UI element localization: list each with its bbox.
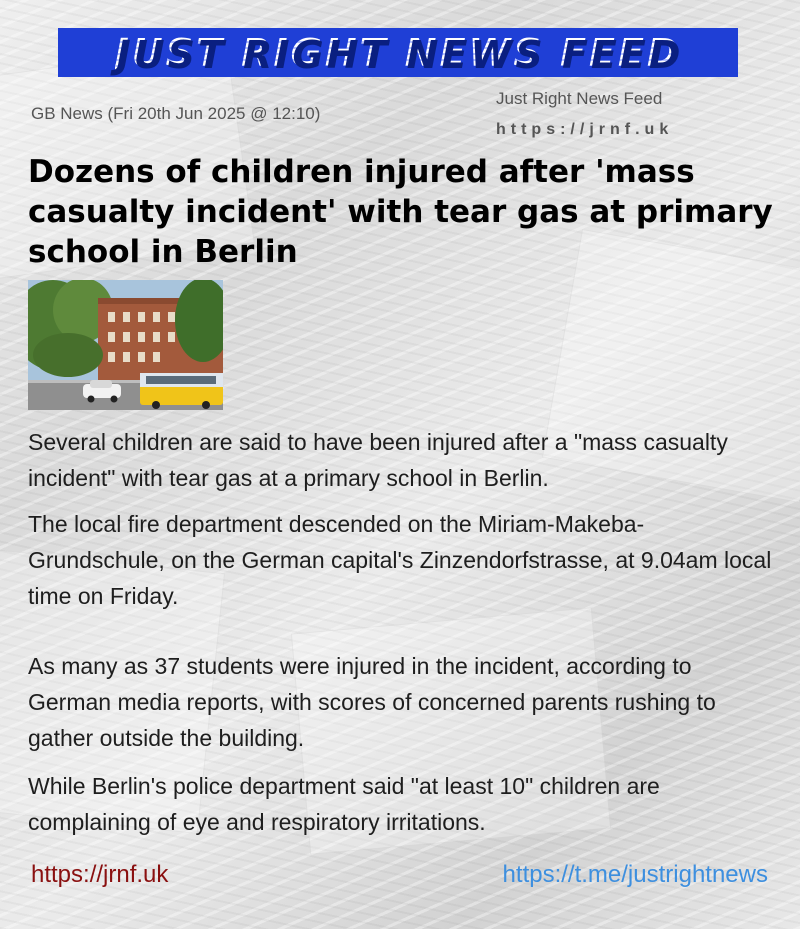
article-paragraph: Several children are said to have been injured after a "mass casualty incident" with tear gas at a primary school in Berlin.	[28, 429, 728, 491]
website-link[interactable]: https://jrnf.uk	[31, 861, 169, 888]
banner-title: JUST RIGHT NEWS FEED	[114, 30, 682, 75]
article-paragraph: As many as 37 students were injured in the incident, according to German media reports, with scores of concerned parents rushing to gather outside the building.	[28, 653, 716, 751]
article-paragraph: While Berlin's police department said "at least 10" children are complaining of eye and respiratory irritations.	[28, 773, 660, 835]
article-image	[28, 280, 223, 410]
headline: Dozens of children injured after 'mass casualty incident' with tear gas at primary school in Berlin	[28, 154, 773, 270]
site-url: https://jrnf.uk	[496, 121, 674, 138]
source-line: GB News (Fri 20th Jun 2025 @ 12:10)	[31, 104, 321, 123]
article-paragraph: The local fire department descended on the Miriam-Makeba-Grundschule, on the German capital's Zinzendorfstrasse, at 9.04am local time on Friday.	[28, 511, 772, 609]
telegram-link[interactable]: https://t.me/justrightnews	[502, 861, 768, 888]
photo-school-building-icon	[28, 280, 223, 410]
banner	[58, 28, 738, 77]
site-name: Just Right News Feed	[496, 89, 663, 108]
